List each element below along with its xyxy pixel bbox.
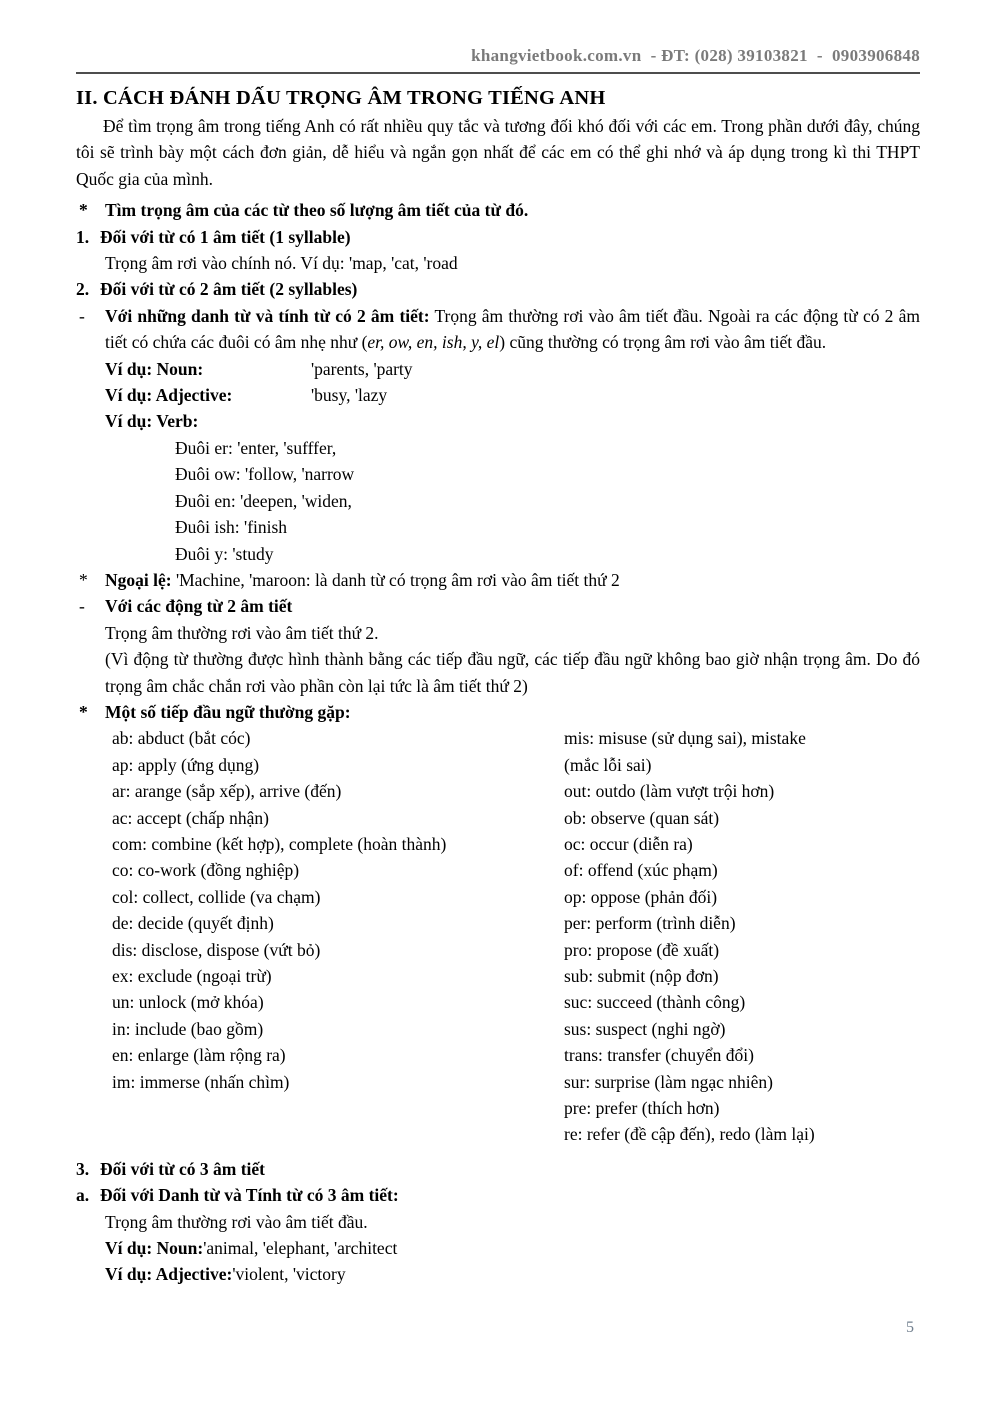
section-2-heading bbox=[76, 276, 920, 302]
section-3a-letter: a. bbox=[76, 1185, 90, 1206]
section-1-title: Đối với từ có 1 âm tiết (1 syllable) bbox=[100, 226, 351, 247]
prefix-section-title: Một số tiếp đầu ngữ thường gặp: bbox=[105, 701, 351, 722]
page-title: II. CÁCH ĐÁNH DẤU TRỌNG ÂM TRONG TIẾNG ANH bbox=[76, 87, 606, 109]
section-2-title: Đối với từ có 2 âm tiết (2 syllables) bbox=[100, 279, 358, 300]
prefix-item: trans: transfer (chuyển đổi) bbox=[564, 1045, 754, 1066]
section-3-title: Đối với từ có 3 âm tiết bbox=[100, 1158, 266, 1179]
prefix-item: im: immerse (nhấn chìm) bbox=[112, 1071, 290, 1092]
section-3a-body: Trọng âm thường rơi vào âm tiết đầu. bbox=[105, 1211, 368, 1232]
example-noun-3syll bbox=[76, 1235, 920, 1261]
section-1-heading bbox=[76, 224, 920, 250]
example-adjective bbox=[76, 382, 920, 408]
example-noun-value: 'parents, 'party bbox=[311, 358, 413, 379]
verb-2-syllable-heading bbox=[76, 593, 920, 619]
suffix-en-line: Đuôi en: 'deepen, 'widen, bbox=[175, 490, 352, 511]
prefix-item: out: outdo (làm vượt trội hơn) bbox=[564, 781, 775, 802]
noun-adjective-rule-body: Trọng âm thường rơi vào âm tiết đầu. Ngoài ra các động từ có 2 âm tiết có chứa các đuôi có âm nhẹ như ( bbox=[105, 305, 920, 353]
suffix-y-line: Đuôi y: 'study bbox=[175, 543, 274, 564]
prefix-item: un: unlock (mở khóa) bbox=[112, 992, 264, 1013]
noun-adjective-rule-tail: ) cũng thường có trọng âm rơi vào âm tiết đầu. bbox=[499, 332, 827, 353]
suffix-ish-line: Đuôi ish: 'finish bbox=[175, 517, 288, 538]
section-2-number: 2. bbox=[76, 279, 90, 300]
prefix-item: de: decide (quyết định) bbox=[112, 913, 274, 934]
example-adjective-value: 'busy, 'lazy bbox=[311, 385, 388, 406]
prefix-item: ac: accept (chấp nhận) bbox=[112, 807, 269, 828]
rule-summary-heading bbox=[76, 197, 920, 223]
prefix-item: col: collect, collide (va chạm) bbox=[112, 886, 321, 907]
prefix-item: sus: suspect (nghi ngờ) bbox=[564, 1018, 726, 1039]
prefix-item: oc: occur (diễn ra) bbox=[564, 833, 693, 854]
prefix-item: ap: apply (ứng dụng) bbox=[112, 754, 260, 775]
section-3-number: 3. bbox=[76, 1158, 90, 1179]
dash-marker: - bbox=[79, 305, 85, 326]
exception-label: Ngoại lệ: bbox=[105, 569, 172, 590]
prefix-item: in: include (bao gồm) bbox=[112, 1018, 264, 1039]
example-noun-3syll-value: 'animal, 'elephant, 'architect bbox=[203, 1238, 398, 1259]
prefix-item: co: co-work (đồng nghiệp) bbox=[112, 860, 300, 881]
suffix-er-line: Đuôi er: 'enter, 'sufffer, bbox=[175, 437, 337, 458]
star-marker: * bbox=[79, 701, 88, 722]
noun-adjective-rule bbox=[76, 303, 920, 356]
prefix-item: ob: observe (quan sát) bbox=[564, 807, 720, 828]
rule-summary-text: Tìm trọng âm của các từ theo số lượng âm tiết của từ đó. bbox=[105, 200, 529, 221]
prefix-item: per: perform (trình diễn) bbox=[564, 913, 736, 934]
prefix-item: pro: propose (đề xuất) bbox=[564, 939, 720, 960]
prefix-column-left bbox=[112, 725, 564, 1148]
exception-line bbox=[76, 567, 920, 593]
prefix-item: of: offend (xúc phạm) bbox=[564, 860, 718, 881]
prefix-item: ab: abduct (bắt cóc) bbox=[112, 728, 251, 749]
section-1-number: 1. bbox=[76, 226, 90, 247]
example-verb-label: Ví dụ: Verb: bbox=[105, 411, 199, 432]
prefix-item: ex: exclude (ngoại trừ) bbox=[112, 966, 272, 986]
intro-paragraph: Để tìm trọng âm trong tiếng Anh có rất nhiều quy tắc và tương đối khó đối với các em. Trong phần dưới đây, chúng tôi sẽ trình bày một cách đơn giản, dễ hiểu và ngắn gọn nhất để các em có thể ghi nhớ và áp dụng trong kì thi THPT Quốc gia của mình. bbox=[76, 116, 920, 189]
exception-text: 'Machine, 'maroon: là danh từ có trọng âm rơi vào âm tiết thứ 2 bbox=[171, 569, 620, 590]
suffix-ow-line: Đuôi ow: 'follow, 'narrow bbox=[175, 464, 355, 485]
prefix-item: op: oppose (phản đối) bbox=[564, 886, 718, 907]
prefix-item: en: enlarge (làm rộng ra) bbox=[112, 1045, 286, 1066]
prefix-item: dis: disclose, dispose (vứt bỏ) bbox=[112, 939, 321, 960]
example-adjective-3syll-label: Ví dụ: Adjective: bbox=[105, 1264, 233, 1285]
prefix-item: sub: submit (nộp đơn) bbox=[564, 966, 719, 986]
prefix-column-right bbox=[564, 725, 920, 1148]
prefix-item: suc: succeed (thành công) bbox=[564, 992, 746, 1013]
star-marker: * bbox=[79, 200, 88, 221]
suffix-list-italic: er, ow, en, ish, y, el bbox=[367, 332, 500, 353]
prefix-section-heading bbox=[76, 699, 920, 725]
header-contact-text: khangvietbook.com.vn - ĐT: (028) 39103821 - 0903906848 bbox=[471, 46, 920, 65]
example-adjective-3syll-value: 'violent, 'victory bbox=[232, 1264, 346, 1285]
example-verb bbox=[76, 408, 920, 434]
example-adjective-3syll bbox=[76, 1261, 920, 1287]
prefix-item: ar: arange (sắp xếp), arrive (đến) bbox=[112, 781, 342, 802]
prefix-item: (mắc lỗi sai) bbox=[564, 754, 652, 775]
dash-marker: - bbox=[79, 596, 85, 617]
verb-2-syllable-note: (Vì động từ thường được hình thành bằng các tiếp đầu ngữ, các tiếp đầu ngữ không bao giờ nhận trọng âm. Do đó trọng âm chắc chắn rơi vào phần còn lại tức là âm tiết thứ 2) bbox=[105, 649, 920, 696]
section-3-heading bbox=[76, 1156, 920, 1182]
section-3a-heading bbox=[76, 1182, 920, 1208]
example-noun-3syll-label: Ví dụ: Noun: bbox=[105, 1238, 204, 1259]
section-1-body: Trọng âm rơi vào chính nó. Ví dụ: 'map, 'cat, 'road bbox=[105, 253, 458, 274]
prefix-item: pre: prefer (thích hơn) bbox=[564, 1098, 720, 1119]
star-marker: * bbox=[79, 569, 88, 590]
example-adjective-label: Ví dụ: Adjective: bbox=[105, 385, 233, 406]
section-3a-title: Đối với Danh từ và Tính từ có 3 âm tiết: bbox=[100, 1185, 399, 1206]
example-noun-label: Ví dụ: Noun: bbox=[105, 358, 204, 379]
prefix-item: re: refer (đề cập đến), redo (làm lại) bbox=[564, 1124, 815, 1145]
verb-2-syllable-body: Trọng âm thường rơi vào âm tiết thứ 2. bbox=[105, 622, 379, 643]
verb-2-syllable-title: Với các động từ 2 âm tiết bbox=[105, 596, 293, 617]
noun-adjective-rule-lead: Với những danh từ và tính từ có 2 âm tiết: bbox=[105, 305, 430, 326]
page-number: 5 bbox=[906, 1319, 914, 1336]
prefix-item: mis: misuse (sử dụng sai), mistake bbox=[564, 728, 806, 749]
prefix-columns bbox=[76, 725, 920, 1148]
example-noun bbox=[76, 356, 920, 382]
prefix-item: sur: surprise (làm ngạc nhiên) bbox=[564, 1071, 773, 1092]
prefix-item: com: combine (kết hợp), complete (hoàn thành) bbox=[112, 833, 447, 854]
page-header bbox=[76, 44, 920, 74]
